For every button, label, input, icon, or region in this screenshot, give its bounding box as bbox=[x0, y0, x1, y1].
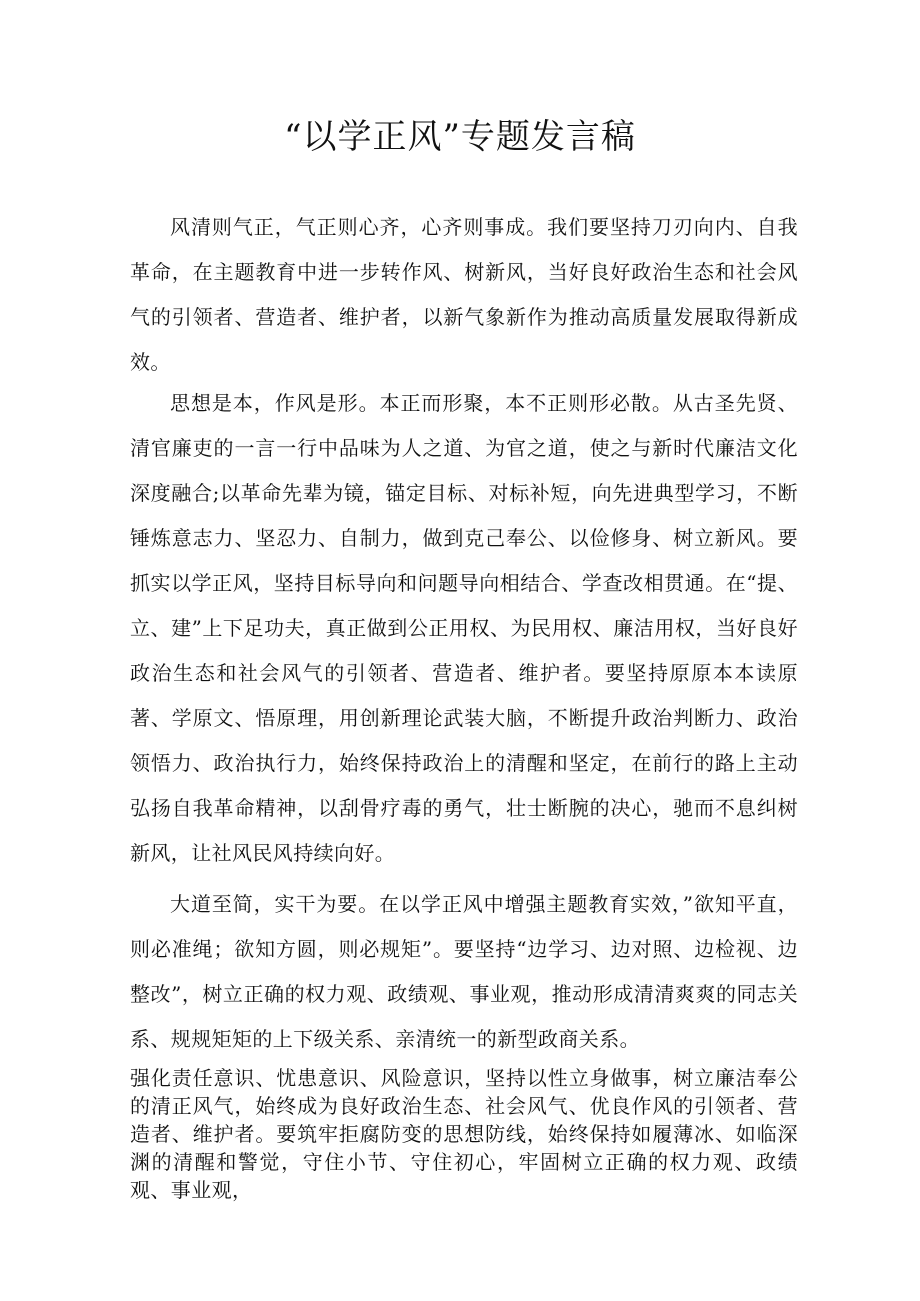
paragraph-1: 风清则气正，气正则心齐，心齐则事成。我们要坚持刀刃向内、自我革命，在主题教育中进一步转作风、树新风，当好良好政治生态和社会风气的引领者、营造者、维护者，以新气象新作为推动高质量发展取得新成效。 bbox=[130, 215, 798, 374]
paragraph-3: 大道至简，实干为要。在以学正风中增强主题教育实效，”欲知平直，则必准绳；欲知方圆，则必规矩”。要坚持“边学习、边对照、边检视、边整改”，树立正确的权力观、政绩观、事业观，推动形成清清爽爽的同志关系、规规矩矩的上下级关系、亲清统一的新型政商关系。 bbox=[130, 892, 798, 1051]
paragraph-4: 强化责任意识、忧患意识、风险意识，坚持以性立身做事，树立廉洁奉公的清正风气，始终成为良好政治生态、社会风气、优良作风的引领者、营造者、维护者。要筑牢拒腐防变的思想防线，始终保持如履薄冰、如临深渊的清醒和警觉，守住小节、守住初心，牢固树立正确的权力观、政绩观、事业观， bbox=[130, 1066, 798, 1202]
document-title: “以学正风”专题发言稿 bbox=[284, 117, 636, 157]
paragraph-2: 思想是本，作风是形。本正而形聚，本不正则形必散。从古圣先贤、清官廉吏的一言一行中品味为人之道、为官之道，使之与新时代廉洁文化深度融合;以革命先辈为镜，锚定目标、对标补短，向先进典型学习，不断锤炼意志力、坚忍力、自制力，做到克己奉公、以俭修身、树立新风。要抓实以学正风，坚持目标导向和问题导向相结合、学查改相贯通。在“提、立、建”上下足功夫，真正做到公正用权、为民用权、廉洁用权，当好良好政治生态和社会风气的引领者、营造者、维护者。要坚持原原本本读原著、学原文、悟原理，用创新理论武装大脑，不断提升政治判断力、政治领悟力、政治执行力，始终保持政治上的清醒和坚定，在前行的路上主动弘扬自我革命精神，以刮骨疗毒的勇气，壮士断腕的决心，驰而不息纠树新风，让社风民风持续向好。 bbox=[130, 391, 798, 865]
